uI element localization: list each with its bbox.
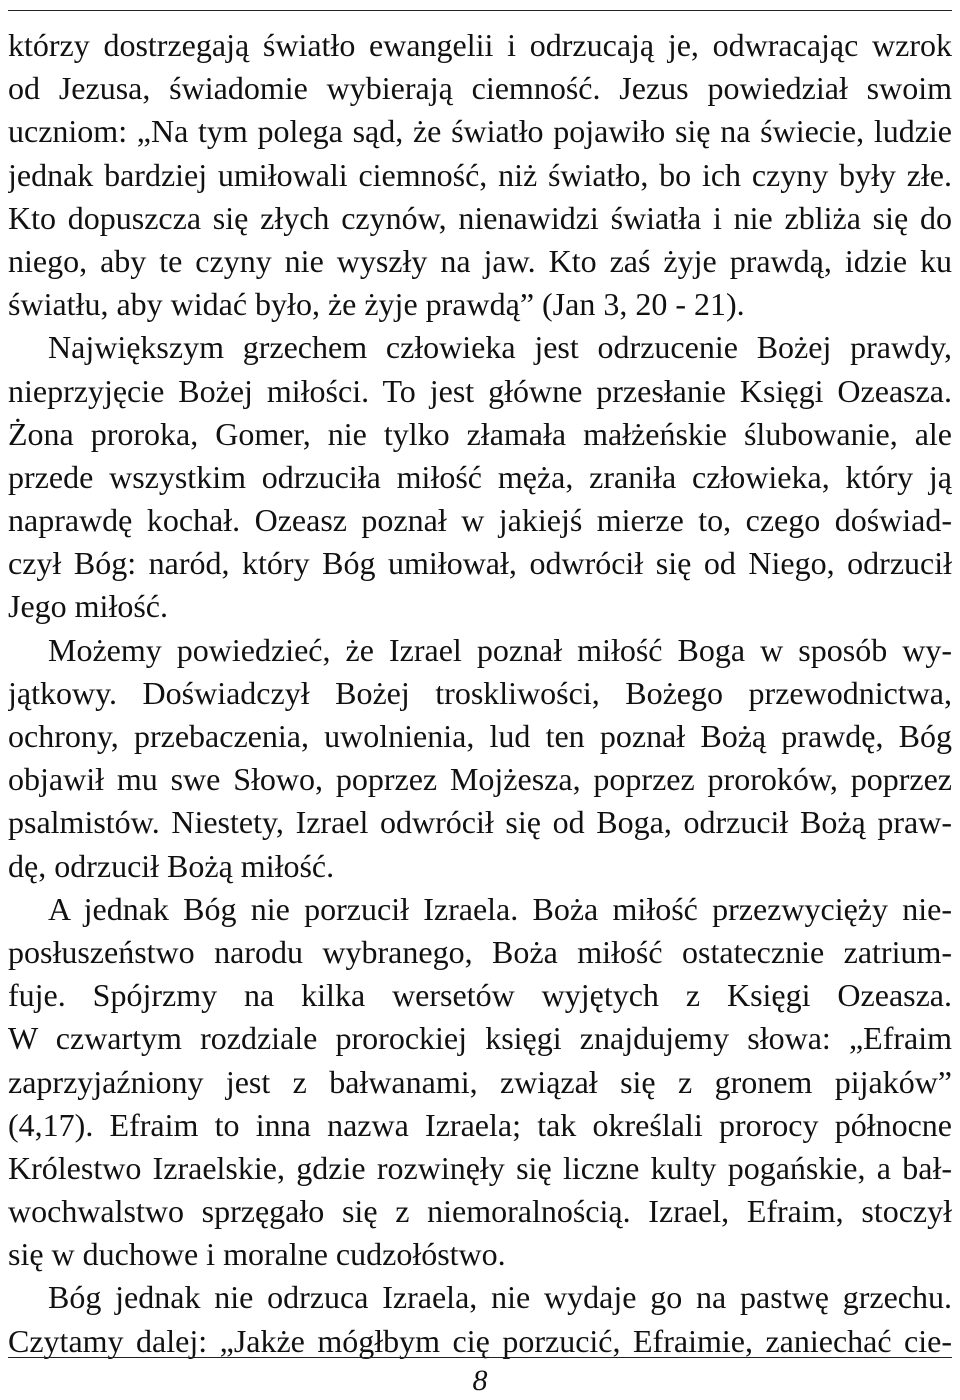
text-line: Największym grzechem człowieka jest odrzucenie Bożej prawdy, [48, 329, 952, 366]
text-line: psalmistów. Niestety, Izrael odwrócił się od Boga, odrzucił Bożą praw- [8, 804, 952, 841]
text-line: czył Bóg: naród, który Bóg umiłował, odwrócił się od Niego, odrzucił [8, 545, 952, 582]
text-line: dę, odrzucił Bożą miłość. [8, 847, 335, 884]
text-line: objawił mu swe Słowo, poprzez Mojżesza, poprzez proroków, poprzez [8, 761, 952, 798]
page-number: 8 [472, 1364, 488, 1397]
text-line: ochrony, przebaczenia, uwolnienia, lud ten poznał Bożą prawdę, Bóg [8, 718, 952, 754]
text-line: którzy dostrzegają światło ewangelii i odrzucają je, odwracając wzrok [8, 27, 952, 63]
text-line: światłu, aby widać było, że żyje prawdą” (Jan 3, 20 - 21). [8, 286, 745, 323]
text-line: jednak bardziej umiłowali ciemność, niż światło, bo ich czyny były złe. [8, 156, 952, 193]
body-text [8, 24, 952, 1363]
text-line: naprawdę kochał. Ozeasz poznał w jakiejś mierze to, czego doświad- [8, 502, 952, 539]
text-line: fuje. Spójrzmy na kilka wersetów wyjętych z Księgi Ozeasza. [8, 977, 952, 1014]
text-line: jątkowy. Doświadczył Bożej troskliwości, Bożego przewodnictwa, [8, 674, 952, 711]
text-line: niego, aby te czyny nie wyszły na jaw. Kto zaś żyje prawdą, idzie ku [8, 242, 952, 279]
text-line: posłuszeństwo narodu wybranego, Boża miłość ostatecznie zatrium- [8, 933, 952, 970]
text-line: nieprzyjęcie Bożej miłości. To jest główne przesłanie Księgi Ozeasza. [8, 372, 952, 409]
footer-rule [8, 1357, 952, 1358]
text-line: (4,17). Efraim to inna nazwa Izraela; tak określali prorocy północne [8, 1106, 952, 1143]
text-line: Czytamy dalej: „Jakże mógłbym cię porzucić, Efraimie, zaniechać cie- [8, 1322, 952, 1359]
text-line: W czwartym rozdziale prorockiej księgi znajdujemy słowa: „Efraim [8, 1020, 952, 1057]
text-line: wochwalstwo sprzęgało się z niemoralnością. Izrael, Efraim, stoczył [8, 1193, 952, 1230]
text-line: Bóg jednak nie odrzuca Izraela, nie wydaje go na pastwę grzechu. [48, 1279, 952, 1316]
text-line: od Jezusa, świadomie wybierają ciemność. Jezus powiedział swoim [8, 70, 952, 107]
text-line: Królestwo Izraelskie, gdzie rozwinęły się liczne kulty pogańskie, a bał- [8, 1149, 952, 1186]
text-line: A jednak Bóg nie porzucił Izraela. Boża miłość przezwycięży nie- [48, 890, 952, 927]
text-line: Jego miłość. [8, 588, 168, 625]
text-line: się w duchowe i moralne cudzołóstwo. [8, 1236, 506, 1273]
top-rule [8, 10, 952, 11]
text-line: Żona proroka, Gomer, nie tylko złamała małżeńskie ślubowanie, ale [8, 415, 952, 452]
text-line: zaprzyjaźniony jest z bałwanami, związał się z gronem pijaków” [8, 1063, 952, 1100]
text-line: uczniom: „Na tym polega sąd, że światło pojawiło się na świecie, ludzie [8, 113, 952, 150]
text-line: Kto dopuszcza się złych czynów, nienawidzi światła i nie zbliża się do [8, 199, 952, 236]
text-line: przede wszystkim odrzuciła miłość męża, zraniła człowieka, który ją [8, 458, 952, 495]
text-line: Możemy powiedzieć, że Izrael poznał miłość Boga w sposób wy- [48, 631, 952, 668]
